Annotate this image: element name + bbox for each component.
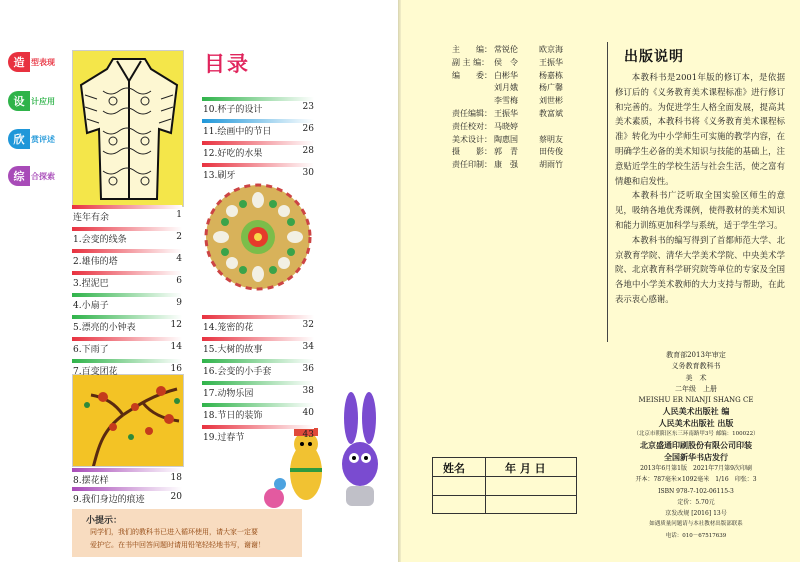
- toc-page-number: 18: [170, 473, 182, 483]
- toc-page-number: 36: [302, 364, 314, 374]
- toc-entry[interactable]: [72, 254, 182, 266]
- toc-label: 5.漂亮的小钟表: [73, 323, 136, 333]
- toc-page-number: 30: [302, 168, 314, 178]
- toc-color-bar: [72, 487, 182, 491]
- imprint-line: 如遇质量问题请与本社教材出版部联系: [649, 521, 743, 528]
- toc-color-bar: [202, 359, 314, 363]
- toc-entry[interactable]: [72, 492, 182, 504]
- toc-entry[interactable]: [202, 102, 314, 114]
- credit-row: [452, 95, 584, 108]
- credit-row: [452, 44, 584, 57]
- toc-label: 18.节日的装饰: [203, 411, 263, 421]
- toc-entry[interactable]: [202, 320, 314, 332]
- imprint-line: 定价：5.70元: [677, 498, 715, 506]
- toc-color-bar: [72, 293, 182, 297]
- credit-row: [452, 57, 584, 70]
- box-rule: [485, 458, 486, 513]
- imprint-line: （北京市朝阳区东三环南路甲3号 邮编：100022）: [633, 431, 759, 438]
- toc-page-number: 20: [170, 492, 182, 502]
- toc-page-number: 26: [302, 124, 314, 134]
- box-rule: [433, 495, 576, 496]
- robe-drawing-image: [72, 50, 184, 207]
- toc-color-bar: [202, 163, 314, 167]
- imprint-line: 全国新华书店发行: [664, 451, 728, 462]
- toc-color-bar: [202, 315, 314, 319]
- toc-color-bar: [202, 381, 314, 385]
- toc-label: 10.杯子的设计: [203, 105, 263, 115]
- toc-label: 19.过春节: [203, 433, 245, 443]
- toc-label: 3.捏泥巴: [73, 279, 109, 289]
- category-tab-label: 型表现: [31, 57, 55, 67]
- toc-page-number: 9: [176, 298, 182, 308]
- toc-entry[interactable]: [72, 320, 182, 332]
- category-tab-design: [8, 91, 70, 111]
- imprint-line: 北京盛通印刷股份有限公司印装: [640, 440, 752, 451]
- credit-row: [452, 121, 584, 134]
- category-tab-appreciation: [8, 129, 70, 149]
- credit-role: 责任编辑：: [452, 108, 492, 118]
- box-rule: [433, 476, 576, 477]
- credit-role: 副 主 编：: [452, 57, 490, 67]
- toc-label: 2.雄伟的塔: [73, 257, 118, 267]
- toc-label: 11.绘画中的节日: [203, 127, 272, 137]
- category-tab-label: 合探索: [31, 171, 55, 181]
- toc-page-number: 34: [302, 342, 314, 352]
- publication-paragraph: 本教科书是2001年版的修订本，是依据修订后的《义务教育美术课程标准》进行修订和完善的。为促进学生人格全面发展，提高其美术素质，本教科书将《义务教育美术课程标准》转化为中小学师生可实施的教学内容，在明确学生必备的美术知识与技能的基础上，注意贴近学生的学校生活与社会生活，使之富有情趣和启发性。: [615, 72, 785, 186]
- credit-name: 王振华: [494, 108, 518, 118]
- imprint-line: 人民美术出版社 出版: [658, 417, 734, 428]
- toc-page-number: 38: [302, 386, 314, 396]
- toc-color-bar: [72, 249, 182, 253]
- credit-row: [452, 146, 584, 159]
- toc-entry[interactable]: [72, 298, 182, 310]
- toc-entry[interactable]: [202, 342, 314, 354]
- credit-name: 田传俊: [539, 147, 563, 157]
- toc-color-bar: [202, 337, 314, 341]
- toc-color-bar: [72, 271, 182, 275]
- toc-entry[interactable]: [202, 386, 314, 398]
- toc-entry[interactable]: [202, 124, 314, 136]
- toc-page-number: 6: [176, 276, 182, 286]
- toc-page-number: 43: [302, 430, 314, 440]
- credit-role: 责任印制：: [452, 160, 492, 170]
- toc-entry[interactable]: [202, 364, 314, 376]
- credit-name: 蔡明友: [539, 134, 563, 144]
- toc-label: 1.会变的线条: [73, 235, 127, 245]
- toc-entry[interactable]: [202, 430, 314, 442]
- toc-color-bar: [202, 141, 314, 145]
- book-spine: [398, 0, 401, 562]
- date-label: 年 月 日: [505, 462, 546, 475]
- toc-page-number: 12: [170, 320, 182, 330]
- toc-label: 17.动物乐园: [203, 389, 254, 399]
- credit-name: [539, 121, 584, 134]
- toc-color-bar: [72, 359, 182, 363]
- toc-page-number: 1: [176, 210, 182, 220]
- toc-color-bar: [202, 97, 314, 101]
- toc-color-bar: [72, 227, 182, 231]
- toc-entry[interactable]: [72, 473, 182, 485]
- tree-drawing-image: [72, 374, 184, 467]
- toc-entry[interactable]: [72, 276, 182, 288]
- credit-role: 主 编：: [452, 45, 492, 54]
- toc-label: 4.小扇子: [73, 301, 109, 311]
- imprint-line: 二年级 上册: [675, 384, 717, 393]
- imprint-line: 教育部2013年审定: [666, 351, 726, 359]
- name-label: 姓名: [443, 462, 465, 475]
- tip-title: 小提示：: [86, 516, 123, 526]
- toc-color-bar: [72, 468, 182, 472]
- imprint-block: [612, 350, 780, 542]
- imprint-line: 义务教育教科书: [671, 362, 721, 371]
- imprint-line: 2013年6月第1版 2021年7月第9次印刷: [640, 464, 752, 472]
- column-divider: [607, 42, 608, 342]
- toc-entry[interactable]: [202, 408, 314, 420]
- credit-role: 摄 影：: [452, 147, 492, 157]
- toc-label: 14.笼密的花: [203, 323, 254, 333]
- toc-label: 7.百变团花: [73, 367, 118, 377]
- imprint-line: ISBN 978-7-102-06115-3: [658, 487, 734, 495]
- credit-name: 刘世彬: [539, 96, 563, 106]
- category-tab-label: 赏评述: [31, 134, 55, 144]
- publication-paragraph: 本教科书的编写得到了首都师范大学、北京教育学院、清华大学美术学院、中央美术学院、北京教育科学研究院等单位的专家及全国各地中小学美术教师的大力支持与帮助，在此表示衷心感谢。: [615, 234, 785, 304]
- toc-label: 8.摆花样: [73, 476, 109, 486]
- toc-page-number: 2: [176, 232, 182, 242]
- toc-page-number: 28: [302, 146, 314, 156]
- toc-page-number: 14: [170, 342, 182, 352]
- credit-role: [452, 82, 494, 95]
- toc-page-number: 16: [170, 364, 182, 374]
- credit-row: [452, 82, 584, 95]
- credit-name: 李雪梅: [494, 96, 518, 106]
- toc-entry[interactable]: [72, 232, 182, 244]
- toc-label: 13.刷牙: [203, 171, 236, 181]
- credit-name: 胡雨竹: [539, 160, 563, 170]
- toc-label: 连年有余: [73, 213, 110, 223]
- toc-color-bar: [72, 315, 182, 319]
- credit-name: 常锐伦: [494, 45, 518, 54]
- publication-note-title: 出版说明: [624, 49, 684, 65]
- food-platter-image: [203, 182, 313, 292]
- toc-entry[interactable]: [72, 364, 182, 376]
- credit-name: 陶惠国: [494, 134, 518, 144]
- toc-label: 9.我们身边的痕迹: [73, 495, 145, 505]
- credit-name: 教富斌: [539, 108, 563, 118]
- publication-paragraph: 本教科书广泛听取全国实验区师生的意见，吸纳各地优秀课例，使得教材的美术知识和能力训练更加科学与系统，适于学生学习。: [615, 190, 785, 230]
- imprint-line: MEISHU ER NIANJI SHANG CE: [638, 396, 754, 405]
- credit-name: 马晓婷: [494, 121, 518, 131]
- category-tab-initial: 综: [8, 166, 30, 186]
- publication-note-body: [615, 70, 785, 307]
- category-tab-exploration: [8, 166, 70, 186]
- credit-name: 侯 令: [494, 57, 518, 67]
- toc-entry[interactable]: [72, 342, 182, 354]
- credit-row: [452, 159, 584, 172]
- tip-line: 同学们，我们的教科书已进入循环使用，请大家一定要: [90, 528, 258, 536]
- credit-name: 郭 青: [494, 147, 518, 157]
- credit-name: 康 强: [494, 160, 518, 170]
- toc-entry[interactable]: [202, 168, 314, 180]
- credit-role: 责任校对：: [452, 121, 492, 131]
- toc-page-number: 4: [176, 254, 182, 264]
- imprint-line: 美 术: [685, 373, 707, 382]
- credit-role: [452, 95, 494, 108]
- toc-color-bar: [202, 425, 314, 429]
- imprint-line: 电话：010－67517639: [665, 532, 727, 539]
- credit-name: 杨嘉栋: [539, 70, 563, 80]
- category-tab-modeling: [8, 52, 70, 72]
- toc-color-bar: [202, 119, 314, 123]
- toc-title: 目录: [204, 52, 250, 76]
- toc-label: 16.会变的小手套: [203, 367, 272, 377]
- credit-role: 美术设计：: [452, 134, 492, 144]
- credit-row: [452, 134, 584, 147]
- toc-color-bar: [202, 403, 314, 407]
- imprint-line: 人民美术出版社 编: [662, 406, 730, 417]
- toc-color-bar: [72, 205, 182, 209]
- toc-page-number: 23: [302, 102, 314, 112]
- toc-color-bar: [72, 337, 182, 341]
- credit-name: 杨广馨: [539, 83, 563, 93]
- imprint-line: 开本：787毫米×1092毫米 1/16 印张：3: [635, 476, 757, 484]
- credit-row: [452, 108, 584, 121]
- credit-name: 王振华: [539, 57, 563, 67]
- credit-row: [452, 70, 584, 83]
- imprint-line: 京发改规 [2016] 13号: [665, 510, 727, 518]
- toc-entry[interactable]: [72, 210, 182, 222]
- category-tab-initial: 造: [8, 52, 30, 72]
- tip-line: 爱护它。在书中回答问题时请用铅笔轻轻地书写，谢谢！: [90, 541, 265, 549]
- toc-label: 15.大树的故事: [203, 345, 263, 355]
- category-tab-initial: 欣: [8, 129, 30, 149]
- credit-role: 编 委：: [452, 70, 492, 80]
- toc-page-number: 32: [302, 320, 314, 330]
- credit-name: 白彬华: [494, 70, 518, 80]
- toc-entry[interactable]: [202, 146, 314, 158]
- tip-text: [90, 526, 300, 552]
- credit-name: 刘月娥: [494, 83, 518, 93]
- category-tab-label: 计应用: [31, 96, 55, 106]
- toc-label: 6.下雨了: [73, 345, 109, 355]
- credit-name: 欧京海: [539, 45, 563, 54]
- toc-page-number: 40: [302, 408, 314, 418]
- name-date-box[interactable]: [432, 457, 577, 514]
- category-tab-initial: 设: [8, 91, 30, 111]
- editorial-credits: [452, 44, 584, 172]
- toc-label: 12.好吃的水果: [203, 149, 263, 159]
